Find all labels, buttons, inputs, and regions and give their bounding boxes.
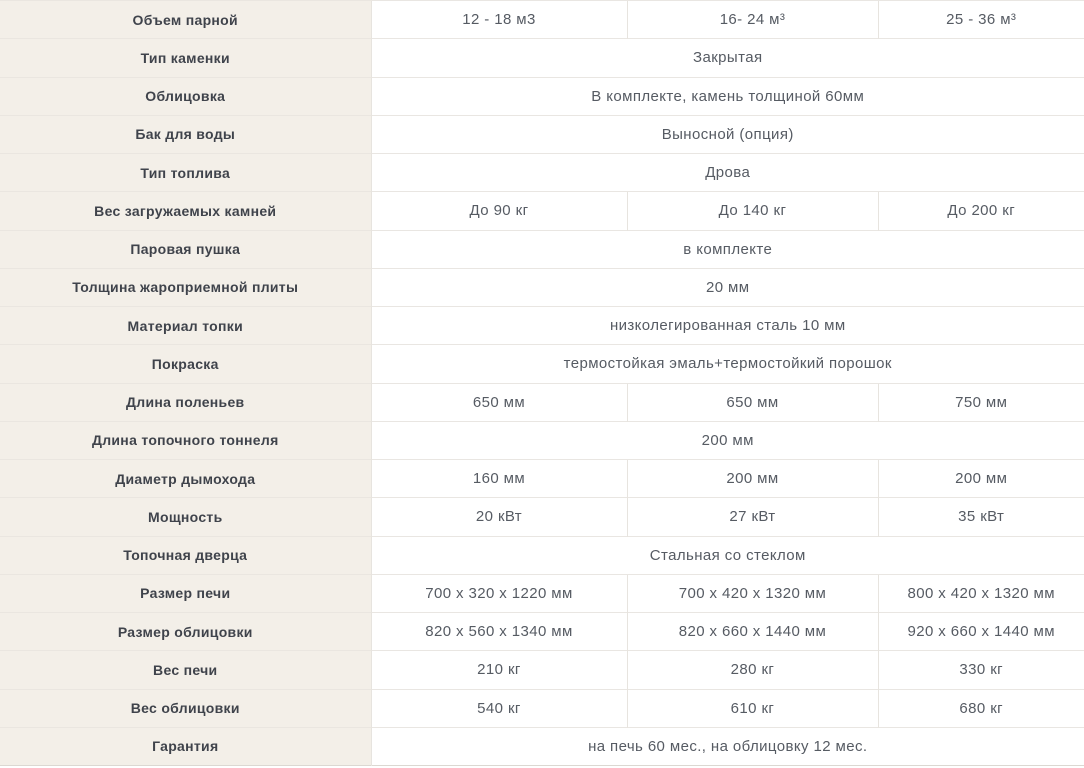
spec-label: Диаметр дымохода (0, 460, 371, 498)
spec-value-span: Закрытая (371, 39, 1084, 77)
spec-label: Вес печи (0, 651, 371, 689)
spec-value: 200 мм (627, 460, 878, 498)
spec-label: Размер печи (0, 574, 371, 612)
spec-value: 920 х 660 х 1440 мм (878, 613, 1084, 651)
spec-label: Размер облицовки (0, 613, 371, 651)
spec-value: 680 кг (878, 689, 1084, 727)
spec-value: 210 кг (371, 651, 627, 689)
table-row (0, 383, 1084, 421)
spec-value-span: В комплекте, камень толщиной 60мм (371, 77, 1084, 115)
spec-label: Тип топлива (0, 154, 371, 192)
table-row (0, 536, 1084, 574)
spec-label: Облицовка (0, 77, 371, 115)
spec-value: 700 х 420 х 1320 мм (627, 574, 878, 612)
spec-value-span: термостойкая эмаль+термостойкий порошок (371, 345, 1084, 383)
spec-value-span: 20 мм (371, 268, 1084, 306)
table-row (0, 651, 1084, 689)
table-row (0, 307, 1084, 345)
table-row (0, 498, 1084, 536)
spec-value: 800 х 420 х 1320 мм (878, 574, 1084, 612)
spec-value: 820 х 660 х 1440 мм (627, 613, 878, 651)
spec-label: Топочная дверца (0, 536, 371, 574)
spec-label: Тип каменки (0, 39, 371, 77)
spec-value-span: в комплекте (371, 230, 1084, 268)
spec-label: Длина поленьев (0, 383, 371, 421)
table-row (0, 115, 1084, 153)
spec-label: Материал топки (0, 307, 371, 345)
spec-label: Бак для воды (0, 115, 371, 153)
table-row (0, 345, 1084, 383)
table-row (0, 268, 1084, 306)
spec-label: Вес облицовки (0, 689, 371, 727)
table-row (0, 192, 1084, 230)
table-row (0, 39, 1084, 77)
spec-value: 200 мм (878, 460, 1084, 498)
spec-value: 700 х 320 х 1220 мм (371, 574, 627, 612)
spec-label: Покраска (0, 345, 371, 383)
spec-value: До 140 кг (627, 192, 878, 230)
spec-value: До 90 кг (371, 192, 627, 230)
spec-label: Гарантия (0, 727, 371, 765)
table-row (0, 77, 1084, 115)
table-row (0, 613, 1084, 651)
spec-value-span: на печь 60 мес., на облицовку 12 мес. (371, 727, 1084, 765)
table-row (0, 230, 1084, 268)
table-row (0, 460, 1084, 498)
spec-value: 610 кг (627, 689, 878, 727)
spec-label: Вес загружаемых камней (0, 192, 371, 230)
spec-label: Паровая пушка (0, 230, 371, 268)
table-row (0, 1, 1084, 39)
table-row (0, 727, 1084, 765)
table-row (0, 574, 1084, 612)
spec-value-span: 200 мм (371, 421, 1084, 459)
spec-label: Толщина жароприемной плиты (0, 268, 371, 306)
spec-value: 12 - 18 м3 (371, 1, 627, 39)
spec-value: 27 кВт (627, 498, 878, 536)
spec-value: 25 - 36 м³ (878, 1, 1084, 39)
spec-value: 540 кг (371, 689, 627, 727)
spec-value-span: низколегированная сталь 10 мм (371, 307, 1084, 345)
spec-value-span: Стальная со стеклом (371, 536, 1084, 574)
spec-label: Длина топочного тоннеля (0, 421, 371, 459)
table-row (0, 421, 1084, 459)
table-row (0, 154, 1084, 192)
spec-value-span: Выносной (опция) (371, 115, 1084, 153)
spec-value: 20 кВт (371, 498, 627, 536)
spec-label: Объем парной (0, 1, 371, 39)
spec-value: 160 мм (371, 460, 627, 498)
spec-label: Мощность (0, 498, 371, 536)
spec-value: 35 кВт (878, 498, 1084, 536)
spec-value: 16- 24 м³ (627, 1, 878, 39)
spec-value: 820 х 560 х 1340 мм (371, 613, 627, 651)
spec-table-body (0, 1, 1084, 766)
spec-value: 750 мм (878, 383, 1084, 421)
spec-value: 280 кг (627, 651, 878, 689)
spec-value: 650 мм (627, 383, 878, 421)
table-row (0, 689, 1084, 727)
spec-value: 650 мм (371, 383, 627, 421)
spec-value: До 200 кг (878, 192, 1084, 230)
spec-value-span: Дрова (371, 154, 1084, 192)
spec-value: 330 кг (878, 651, 1084, 689)
